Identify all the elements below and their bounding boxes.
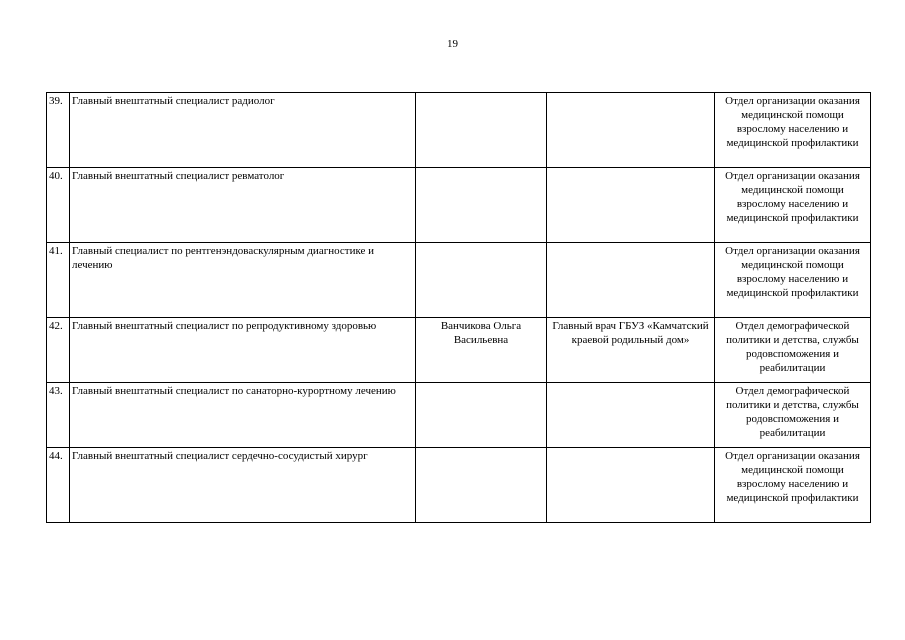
specialist-position: Главный внештатный специалист по репродуктивному здоровью (70, 318, 416, 383)
table-row (47, 168, 871, 243)
specialist-name: Ванчикова Ольга Васильевна (416, 318, 547, 383)
specialists-table (46, 92, 871, 523)
specialist-job (547, 383, 715, 448)
table-row (47, 318, 871, 383)
row-number: 41. (47, 243, 70, 318)
row-number: 44. (47, 448, 70, 523)
table-row (47, 383, 871, 448)
row-number: 43. (47, 383, 70, 448)
specialist-job (547, 168, 715, 243)
specialist-job (547, 448, 715, 523)
specialist-position: Главный внештатный специалист сердечно-сосудистый хирург (70, 448, 416, 523)
specialist-position: Главный внештатный специалист радиолог (70, 93, 416, 168)
responsible-department: Отдел организации оказания медицинской помощи взрослому населению и медицинской профилактики (715, 168, 871, 243)
specialist-name (416, 383, 547, 448)
specialist-position: Главный специалист по рентгенэндоваскулярным диагностике и лечению (70, 243, 416, 318)
table-row (47, 93, 871, 168)
specialist-job: Главный врач ГБУЗ «Камчатский краевой родильный дом» (547, 318, 715, 383)
specialist-job (547, 243, 715, 318)
specialist-name (416, 93, 547, 168)
specialist-name (416, 448, 547, 523)
row-number: 42. (47, 318, 70, 383)
responsible-department: Отдел организации оказания медицинской помощи взрослому населению и медицинской профилактики (715, 93, 871, 168)
responsible-department: Отдел организации оказания медицинской помощи взрослому населению и медицинской профилактики (715, 243, 871, 318)
specialist-position: Главный внештатный специалист ревматолог (70, 168, 416, 243)
responsible-department: Отдел демографической политики и детства, службы родовспоможения и реабилитации (715, 318, 871, 383)
table-row (47, 243, 871, 318)
specialist-job (547, 93, 715, 168)
row-number: 40. (47, 168, 70, 243)
row-number: 39. (47, 93, 70, 168)
responsible-department: Отдел организации оказания медицинской помощи взрослому населению и медицинской профилактики (715, 448, 871, 523)
page-number: 19 (447, 38, 458, 50)
specialist-name (416, 168, 547, 243)
table-row (47, 448, 871, 523)
specialist-position: Главный внештатный специалист по санаторно-курортному лечению (70, 383, 416, 448)
responsible-department: Отдел демографической политики и детства, службы родовспоможения и реабилитации (715, 383, 871, 448)
specialist-name (416, 243, 547, 318)
